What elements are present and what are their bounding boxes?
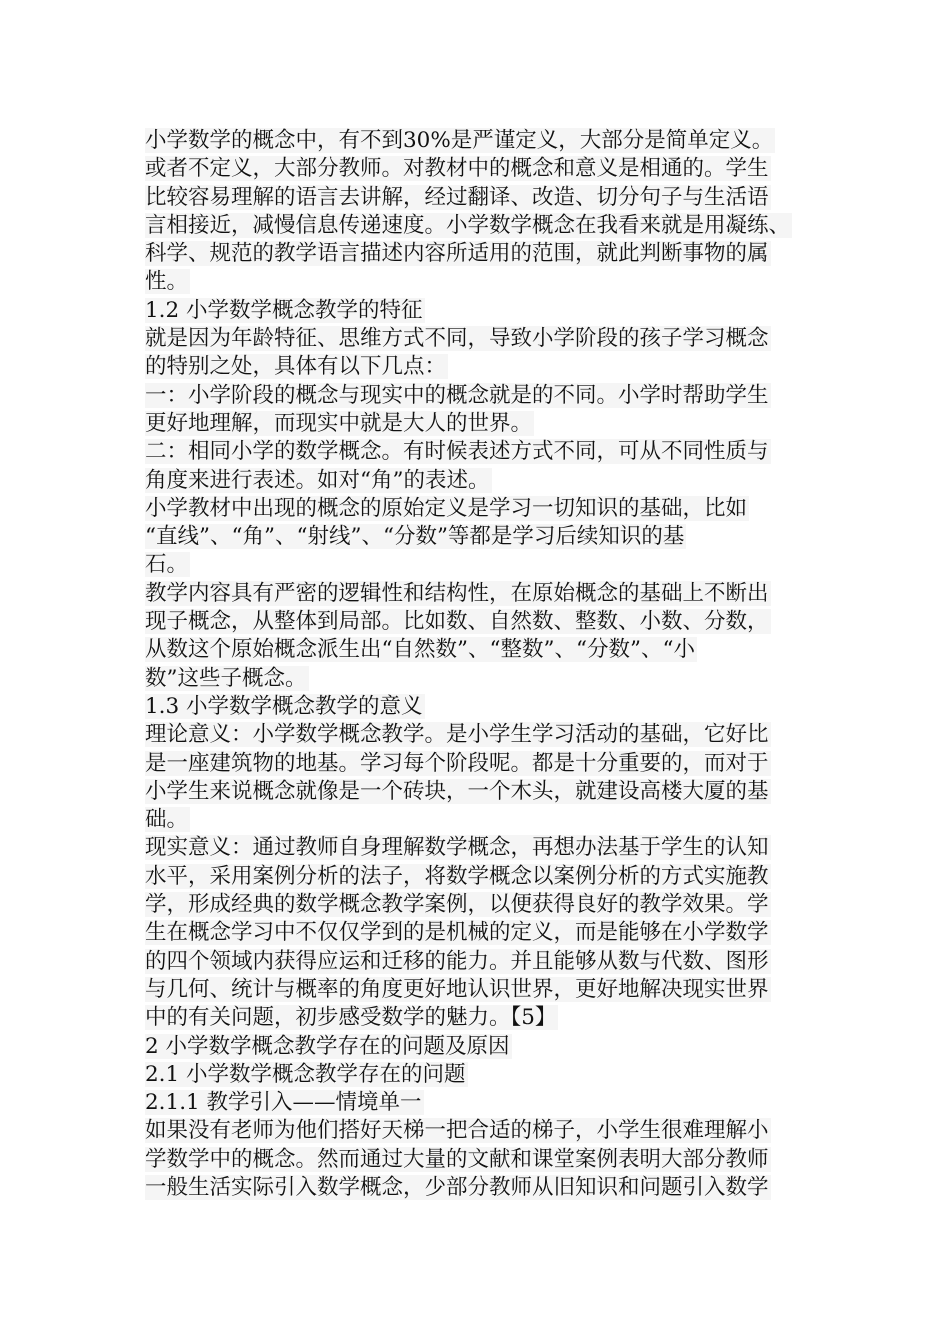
- text-line: 性。: [145, 269, 189, 295]
- section-heading: 2.1.1 教学引入——情境单一: [145, 1090, 422, 1116]
- text-line: 更好地理解，而现实中就是大人的世界。: [145, 410, 533, 436]
- section-heading: 1.2 小学数学概念教学的特征: [145, 297, 423, 323]
- text-line: 或者不定义，大部分教师。对教材中的概念和意义是相通的。学生: [145, 156, 769, 182]
- text-line: 理论意义：小学数学概念教学。是小学生学习活动的基础，它好比: [145, 722, 769, 748]
- text-line: “直线”、“角”、“射线”、“分数”等都是学习后续知识的基: [145, 524, 685, 550]
- text-line: 现实意义：通过教师自身理解数学概念，再想办法基于学生的认知: [145, 835, 769, 861]
- text-line: 水平，采用案例分析的法子，将数学概念以案例分析的方式实施教: [145, 863, 769, 889]
- text-line: 是一座建筑物的地基。学习每个阶段呢。都是十分重要的，而对于: [145, 750, 769, 776]
- text-line: 与几何、统计与概率的角度更好地认识世界，更好地解决现实世界: [145, 976, 769, 1002]
- text-line: 小学生来说概念就像是一个砖块，一个木头，就建设高楼大厦的基: [145, 778, 769, 804]
- text-line: 一：小学阶段的概念与现实中的概念就是的不同。小学时帮助学生: [145, 382, 769, 408]
- text-line: 从数这个原始概念派生出“自然数”、“整数”、“分数”、“小: [145, 637, 695, 663]
- text-line: 的特别之处，具体有以下几点：: [145, 354, 447, 380]
- text-line: 就是因为年龄特征、思维方式不同，导致小学阶段的孩子学习概念: [145, 326, 769, 352]
- text-line: 学数学中的概念。然而通过大量的文献和课堂案例表明大部分教师: [145, 1146, 769, 1172]
- document-page: [145, 127, 825, 1202]
- text-line: 小学教材中出现的概念的原始定义是学习一切知识的基础，比如: [145, 495, 748, 521]
- text-line: 生在概念学习中不仅仅学到的是机械的定义，而是能够在小学数学: [145, 920, 769, 946]
- text-line: 科学、规范的教学语言描述内容所适用的范围，就此判断事物的属: [145, 241, 769, 267]
- text-line: 言相接近，减慢信息传递速度。小学数学概念在我看来就是用凝练、: [145, 212, 791, 238]
- text-line: 如果没有老师为他们搭好天梯一把合适的梯子，小学生很难理解小: [145, 1118, 769, 1144]
- text-line: 础。: [145, 807, 189, 833]
- text-line: 一般生活实际引入数学概念，少部分教师从旧知识和问题引入数学: [145, 1174, 769, 1200]
- text-line: 数”这些子概念。: [145, 665, 307, 691]
- text-line: 小学数学的概念中，有不到30%是严谨定义，大部分是简单定义。: [145, 128, 774, 153]
- text-line: 角度来进行表述。如对“角”的表述。: [145, 467, 490, 493]
- section-heading: 1.3 小学数学概念教学的意义: [145, 693, 423, 719]
- text-line: 教学内容具有严密的逻辑性和结构性，在原始概念的基础上不断出: [145, 580, 769, 606]
- text-line: 比较容易理解的语言去讲解，经过翻译、改造、切分句子与生活语: [145, 184, 769, 210]
- text-line: 学，形成经典的数学概念教学案例，以便获得良好的教学效果。学: [145, 892, 769, 918]
- text-line: 的四个领域内获得应运和迁移的能力。并且能够从数与代数、图形: [145, 948, 769, 974]
- section-heading: 2.1 小学数学概念教学存在的问题: [145, 1061, 466, 1087]
- text-line: 现子概念，从整体到局部。比如数、自然数、整数、小数、分数，: [145, 609, 769, 635]
- text-line: 中的有关问题，初步感受数学的魅力。【5】: [145, 1005, 557, 1031]
- text-line: 二：相同小学的数学概念。有时候表述方式不同，可从不同性质与: [145, 439, 769, 465]
- text-line: 石。: [145, 552, 189, 578]
- section-heading: 2 小学数学概念教学存在的问题及原因: [145, 1033, 510, 1059]
